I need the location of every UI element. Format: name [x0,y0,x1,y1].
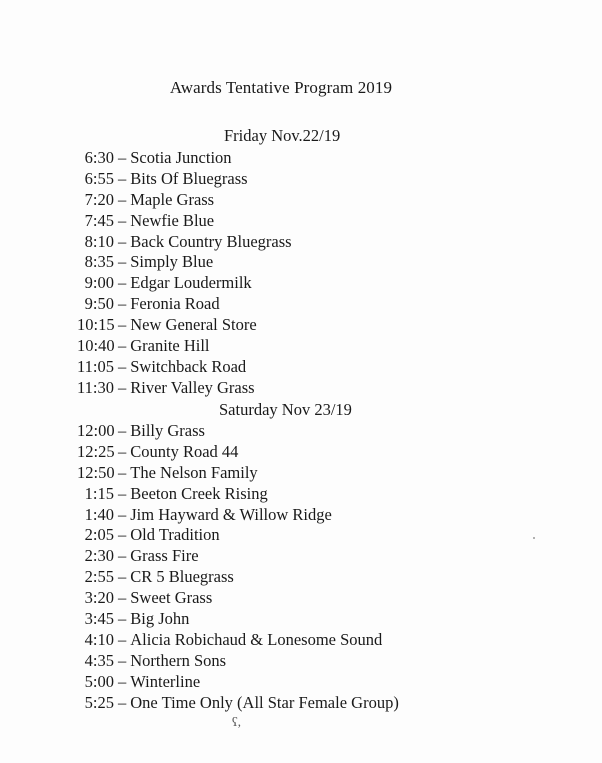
entry-separator: – [118,567,127,587]
entry-time: 12:00 [77,421,115,440]
entry-separator: – [118,377,127,397]
entry-act: Old Tradition [130,525,220,545]
schedule-entry [77,442,399,463]
entry-separator: – [118,231,127,251]
entry-time: 12:50 [77,462,115,482]
entry-time: 3:45 [84,609,114,629]
entry-time: 12:25 [77,441,115,461]
entry-act: Back Country Bluegrass [130,231,292,251]
entry-time: 10:15 [77,315,115,335]
scan-mark: ʕ, [232,714,242,729]
entry-act: Winterline [130,671,201,691]
schedule-entry [77,609,399,630]
scan-speck [533,537,535,539]
entry-time: 11:30 [77,377,114,397]
entry-separator: – [118,356,127,376]
schedule-entry [77,315,292,336]
entry-separator: – [118,525,127,545]
entry-separator: – [118,441,127,461]
entry-act: Jim Hayward & Willow Ridge [130,504,332,524]
saturday-heading: Saturday Nov 23/19 [219,400,352,419]
schedule-entry [77,273,292,294]
entry-separator: – [118,421,127,440]
schedule-entry [77,190,292,211]
saturday-schedule [77,421,399,713]
schedule-entry [77,484,399,505]
entry-act: One Time Only (All Star Female Group) [130,692,399,712]
entry-act: Northern Sons [130,650,227,670]
program-title: Awards Tentative Program 2019 [169,78,393,97]
schedule-entry [77,294,292,315]
entry-time: 7:20 [84,189,114,209]
schedule-entry [77,378,292,399]
schedule-entry [77,252,292,273]
entry-act: County Road 44 [130,441,239,461]
schedule-entry [77,546,399,567]
entry-time: 5:00 [84,671,114,691]
schedule-entry [77,630,399,651]
entry-separator: – [118,252,127,272]
entry-time: 6:30 [84,148,114,167]
entry-time: 2:55 [84,567,114,587]
entry-time: 7:45 [84,210,114,230]
schedule-entry [77,525,399,546]
entry-separator: – [118,168,127,188]
entry-separator: – [118,148,127,167]
entry-separator: – [118,671,127,691]
entry-act: Alicia Robichaud & Lonesome Sound [130,629,383,649]
entry-act: Billy Grass [130,421,205,440]
schedule-entry [77,336,292,357]
entry-time: 5:25 [84,692,114,712]
entry-time: 3:20 [84,588,114,608]
entry-separator: – [118,629,127,649]
schedule-entry [77,505,399,526]
entry-act: Beeton Creek Rising [130,483,268,503]
entry-time: 11:05 [77,356,114,376]
entry-act: River Valley Grass [130,377,255,397]
entry-separator: – [118,273,127,293]
entry-act: Maple Grass [130,189,215,209]
entry-separator: – [118,546,127,566]
entry-act: Scotia Junction [130,148,232,167]
entry-act: Switchback Road [130,356,247,376]
schedule-entry [77,232,292,253]
schedule-entry [77,421,399,442]
entry-time: 9:50 [84,294,114,314]
entry-separator: – [118,336,127,356]
schedule-entry [77,148,292,169]
entry-separator: – [118,650,127,670]
schedule-entry [77,211,292,232]
schedule-entry [77,672,399,693]
entry-separator: – [118,294,127,314]
schedule-entry [77,463,399,484]
entry-time: 10:40 [77,336,115,356]
entry-act: Sweet Grass [130,588,213,608]
entry-act: The Nelson Family [130,462,258,482]
entry-act: Big John [130,609,190,629]
friday-schedule [77,148,292,399]
entry-act: Newfie Blue [130,210,215,230]
entry-act: Simply Blue [130,252,214,272]
entry-separator: – [118,315,127,335]
schedule-entry [77,567,399,588]
entry-separator: – [118,609,127,629]
entry-time: 1:15 [84,483,114,503]
entry-time: 8:35 [84,252,114,272]
entry-act: Grass Fire [130,546,199,566]
schedule-entry [77,693,399,714]
entry-act: Granite Hill [130,336,210,356]
entry-act: New General Store [130,315,257,335]
entry-time: 4:35 [84,650,114,670]
entry-separator: – [118,483,127,503]
schedule-entry [77,588,399,609]
entry-time: 2:05 [84,525,114,545]
friday-heading: Friday Nov.22/19 [224,126,341,145]
entry-separator: – [118,692,127,712]
entry-time: 8:10 [84,231,114,251]
entry-separator: – [118,462,127,482]
entry-act: Bits Of Bluegrass [130,168,248,188]
entry-separator: – [118,210,127,230]
entry-act: Edgar Loudermilk [130,273,252,293]
entry-time: 6:55 [84,168,114,188]
entry-separator: – [118,189,127,209]
entry-act: Feronia Road [130,294,220,314]
entry-time: 2:30 [84,546,114,566]
entry-time: 1:40 [84,504,114,524]
entry-separator: – [118,588,127,608]
schedule-entry [77,169,292,190]
entry-time: 9:00 [84,273,114,293]
entry-act: CR 5 Bluegrass [130,567,234,587]
schedule-entry [77,357,292,378]
entry-separator: – [118,504,127,524]
schedule-entry [77,651,399,672]
entry-time: 4:10 [84,629,114,649]
